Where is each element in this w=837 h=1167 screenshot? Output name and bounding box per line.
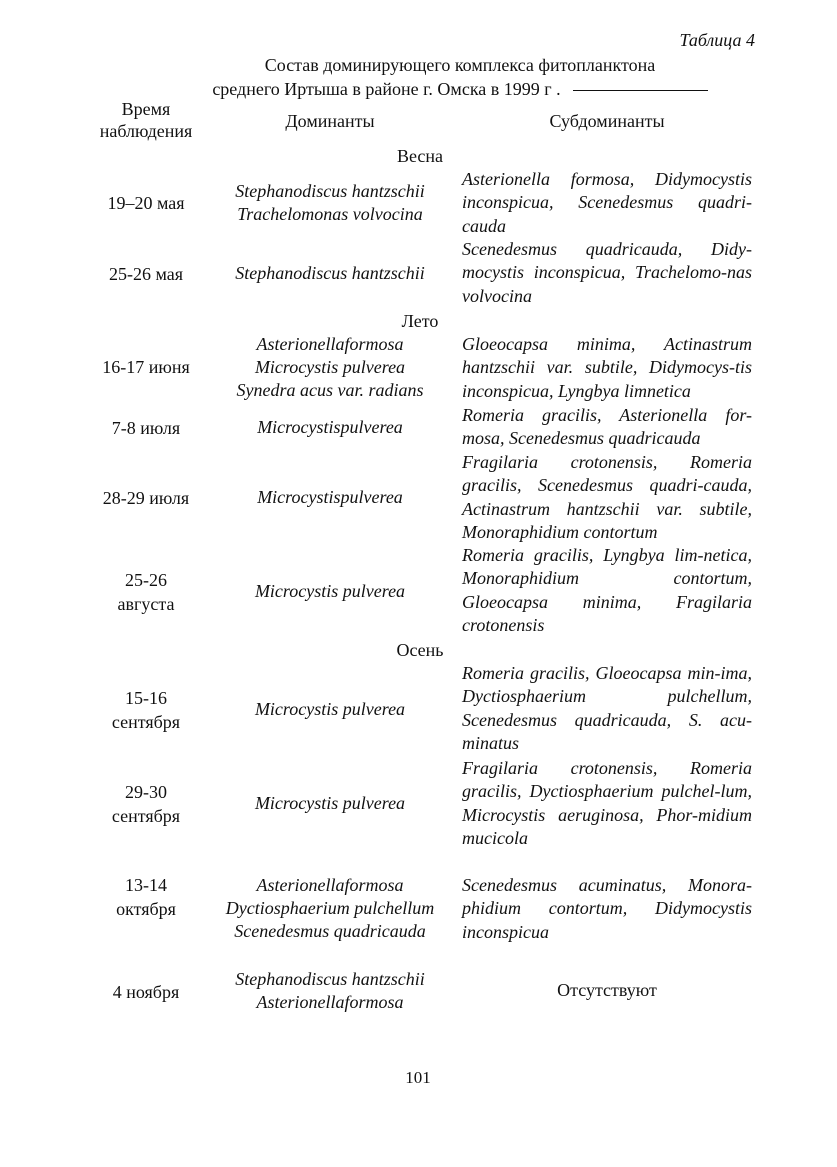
row-subdominants: Romeria gracilis, Lyngbya lim-netica, Monoraphidium contortum, Gloeocapsa minima, Fragilaria crotonensis [462,545,752,636]
header-time [84,98,208,142]
dominant-species: Stephanodiscus hantzschii [235,263,425,283]
row-date-line2: октября [116,899,176,919]
row-dominants [205,968,455,1014]
page-number: 101 [405,1068,431,1087]
table-title-line2-wrap [160,77,760,101]
header-dominants: Доминанты [285,111,375,131]
dominant-species: Microcystis pulverea [254,581,406,601]
row-date: 16-17 июня [102,357,190,377]
row-subdominants: Scenedesmus quadricauda, Didy-mocystis inconspicua, Trachelomo-nas volvocina [462,239,752,306]
season-spring: Весна [396,146,444,166]
season-autumn: Осень [396,640,444,660]
row-date: 28-29 июля [102,488,190,508]
header-subdominants: Субдоминанты [549,111,665,131]
dominant-species: Microcystispulverea [257,487,403,507]
row-date [84,780,208,828]
row-dominants [205,580,455,603]
row-date [84,686,208,734]
row-subdominants: Asterionella formosa, Didymocystis inconspicua, Scenedesmus quadri-cauda [462,169,752,236]
table-title-line2: среднего Иртыша в районе г. Омска в 1999 г . [212,79,561,99]
row-date-line2: августа [117,594,175,614]
dominant-species: Microcystis pulverea [254,793,406,813]
dominant-species: Trachelomonas volvocina [237,204,423,224]
header-time-line2: наблюдения [99,121,193,141]
table-title-line1: Состав доминирующего комплекса фитопланктона [264,55,656,75]
row-date-line1: 13-14 [125,875,167,895]
header-time-line1: Время [121,99,171,119]
row-dominants [205,416,455,439]
dominant-species: Asterionellaformosa [256,334,404,354]
dominant-species: Microcystispulverea [257,417,403,437]
row-subdominants: Romeria gracilis, Asterionella for-mosa, Scenedesmus quadricauda [462,405,752,449]
row-dominants [205,874,455,943]
row-date: 25-26 мая [108,264,184,284]
table-number: Таблица 4 [679,30,755,50]
dominant-species: Microcystis pulverea [254,699,406,719]
row-date-line1: 25-26 [125,570,167,590]
row-subdominants: Romeria gracilis, Gloeocapsa min-ima, Dyctiosphaerium pulchellum, Scenedesmus quadricauda, S. acu-minatus [462,663,752,754]
row-date-line2: сентября [111,712,181,732]
row-dominants [205,698,455,721]
season-summer: Лето [401,311,439,331]
dominant-species: Stephanodiscus hantzschii [235,969,425,989]
row-date-line1: 15-16 [125,688,167,708]
dominant-species: Dyctiosphaerium pulchellum [225,898,435,918]
row-date [84,873,208,921]
row-date-line1: 29-30 [125,782,167,802]
dominant-species: Scenedesmus quadricauda [234,921,426,941]
row-date-line2: сентября [111,806,181,826]
row-subdominants: Gloeocapsa minima, Actinastrum hantzschii var. subtile, Didymocys-tis inconspicua, Lyngbya limnetica [462,334,752,401]
row-subdominants: Fragilaria crotonensis, Romeria gracilis, Scenedesmus quadri-cauda, Actinastrum hantzschii var. subtile, Monoraphidium contortum [462,452,752,543]
dominant-species: Microcystis pulverea [254,357,406,377]
row-date: 19–20 мая [107,193,185,213]
row-subdominants: Fragilaria crotonensis, Romeria gracilis, Dyctiosphaerium pulchel-lum, Microcystis aeruginosa, Phor-midium mucicola [462,758,752,849]
dominant-species: Synedra acus var. radians [236,380,424,400]
row-dominants [205,333,455,402]
dominant-species: Stephanodiscus hantzschii [235,181,425,201]
dominant-species: Asterionellaformosa [256,875,404,895]
row-date: 4 ноября [112,982,180,1002]
row-dominants [205,486,455,509]
row-date [84,568,208,616]
table-title [160,53,760,101]
row-date: 7-8 июля [111,418,181,438]
row-subdominants: Scenedesmus acuminatus, Monora-phidium contortum, Didymocystis inconspicua [462,875,752,942]
row-dominants [205,792,455,815]
row-dominants [205,262,455,285]
row-dominants [205,180,455,226]
row-subdominants: Отсутствуют [557,980,657,1000]
title-blank-underline [573,90,708,91]
dominant-species: Asterionellaformosa [256,992,404,1012]
